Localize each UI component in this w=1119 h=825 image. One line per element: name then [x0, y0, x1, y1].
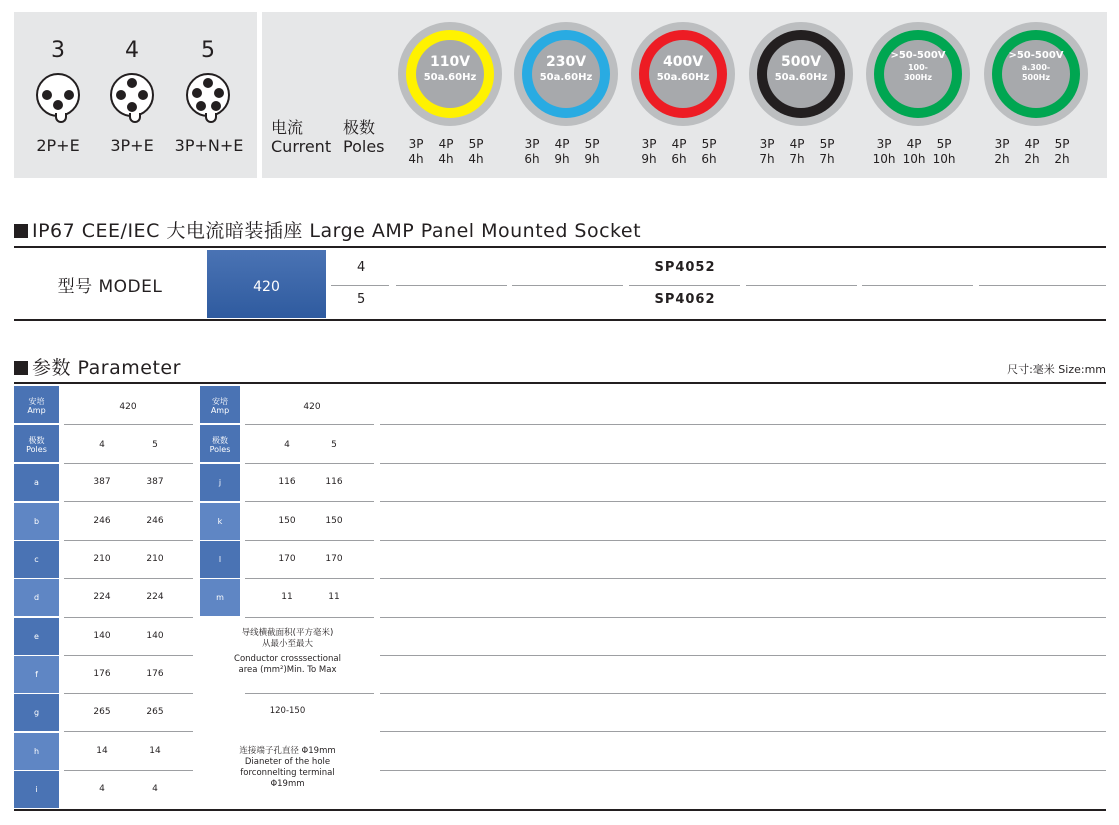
label-zh: 安培	[28, 397, 45, 406]
conductor-note-line: 导线横截面积(平方毫米)	[241, 628, 334, 638]
current-label	[271, 118, 331, 156]
pin-type-3: 2P+E	[36, 136, 80, 155]
row-divider	[64, 770, 193, 771]
voltage-frequency: a.300- 500Hz	[1021, 63, 1051, 82]
clock-position: 2h	[1024, 152, 1040, 166]
param-e-4p: 140	[93, 631, 111, 641]
param-b-4p: 246	[93, 516, 111, 526]
param-h-5p: 14	[149, 746, 161, 756]
param-c-5p: 210	[146, 554, 164, 564]
poles-hours-0-2	[461, 137, 491, 167]
model-divider	[629, 285, 740, 286]
row-divider	[380, 731, 1106, 732]
voltage-ring-2	[631, 22, 735, 126]
param-l-4p: 170	[278, 554, 296, 564]
row-divider	[64, 463, 193, 464]
clock-position: 2h	[1054, 152, 1070, 166]
poles-hours-5-0	[987, 137, 1017, 167]
param-g-5p: 265	[146, 707, 164, 717]
row-divider	[64, 655, 193, 656]
parameter-title	[14, 353, 181, 380]
model-divider	[862, 285, 973, 286]
product-title	[14, 216, 641, 243]
model-divider	[979, 285, 1106, 286]
poles-hours-0-0	[401, 137, 431, 167]
row-divider	[245, 617, 374, 618]
poles-hours-2-2	[694, 137, 724, 167]
model-poles-5: 5	[357, 292, 366, 307]
param-key-b: b	[14, 503, 59, 540]
param-key-e: e	[14, 618, 59, 655]
clock-position: 4h	[468, 152, 484, 166]
clock-position: 6h	[701, 152, 717, 166]
model-bottom-rule	[14, 319, 1106, 321]
pin-type-4: 3P+E	[110, 136, 154, 155]
param-key-j: j	[200, 464, 240, 501]
param-bottom-rule	[14, 809, 1106, 811]
clock-position: 2h	[994, 152, 1010, 166]
pole-count: 5P	[819, 137, 835, 151]
row-divider	[245, 693, 374, 694]
row-divider	[380, 540, 1106, 541]
clock-position: 6h	[671, 152, 687, 166]
param-key-d: d	[14, 579, 59, 616]
voltage-value: >50-500V	[1008, 50, 1064, 61]
pin-type-5: 3P+N+E	[174, 136, 244, 155]
pole-count: 4P	[1024, 137, 1040, 151]
poles-hours-1-2	[577, 137, 607, 167]
param-a-5p: 387	[146, 477, 164, 487]
param-square-icon	[14, 361, 28, 375]
poles-5-right: 5	[331, 440, 337, 450]
param-key-a: a	[14, 464, 59, 501]
title-rule	[14, 246, 1106, 248]
pole-count: 4P	[906, 137, 922, 151]
terminal-note-line: Dianeter of the hole	[244, 757, 331, 767]
poles-hours-3-0	[752, 137, 782, 167]
pole-count: 3P	[408, 137, 424, 151]
model-code-sp4062: SP4062	[654, 292, 716, 307]
param-a-4p: 387	[93, 477, 111, 487]
clock-position: 10h	[902, 152, 926, 166]
poles-4-right: 4	[284, 440, 290, 450]
clock-position: 9h	[554, 152, 570, 166]
title-square-icon	[14, 224, 28, 238]
poles-hours-1-1	[547, 137, 577, 167]
pole-count: 5P	[468, 137, 484, 151]
header-cell-poles_label-right	[200, 425, 240, 462]
param-key-m: m	[200, 579, 240, 616]
param-l-5p: 170	[325, 554, 343, 564]
param-key-f: f	[14, 656, 59, 693]
param-key-h: h	[14, 733, 59, 770]
param-top-rule	[14, 382, 1106, 384]
clock-position: 10h	[872, 152, 896, 166]
voltage-ring-3	[749, 22, 853, 126]
poles-hours-3-1	[782, 137, 812, 167]
pole-count: 5P	[936, 137, 952, 151]
pole-count: 3P	[524, 137, 540, 151]
voltage-value: >50-500V	[890, 50, 946, 61]
clock-position: 10h	[932, 152, 956, 166]
pin-number-3: 3	[51, 38, 65, 63]
row-divider	[64, 578, 193, 579]
param-key-i: i	[14, 771, 59, 808]
clock-position: 9h	[641, 152, 657, 166]
label-zh: 安培	[212, 397, 228, 406]
poles-4-left: 4	[99, 440, 105, 450]
clock-position: 4h	[408, 152, 424, 166]
param-m-5p: 11	[328, 592, 340, 602]
product-title-text: IP67 CEE/IEC 大电流暗装插座 Large AMP Panel Mounted Socket	[32, 220, 642, 242]
pole-count: 4P	[554, 137, 570, 151]
voltage-value: 500V	[780, 54, 822, 70]
model-divider	[512, 285, 623, 286]
param-f-4p: 176	[93, 669, 111, 679]
pole-count: 5P	[701, 137, 717, 151]
row-divider	[245, 424, 374, 425]
row-divider	[64, 693, 193, 694]
row-divider	[380, 424, 1106, 425]
row-divider	[380, 463, 1106, 464]
clock-position: 7h	[759, 152, 775, 166]
amp-value-left: 420	[119, 402, 137, 412]
param-k-4p: 150	[278, 516, 296, 526]
param-key-l: l	[200, 541, 240, 578]
conductor-value: 120-150	[269, 706, 306, 716]
row-divider	[64, 424, 193, 425]
poles-hours-1-0	[517, 137, 547, 167]
clock-position: 7h	[819, 152, 835, 166]
terminal-note	[200, 746, 375, 790]
label-zh: 极数	[28, 436, 45, 445]
voltage-ring-0	[398, 22, 502, 126]
voltage-value: 110V	[429, 54, 471, 70]
socket-4pin-icon	[110, 73, 154, 117]
clock-position: 6h	[524, 152, 540, 166]
header-cell-amp_label-right	[200, 386, 240, 423]
header-cell-amp_label	[14, 386, 59, 423]
param-j-5p: 116	[325, 477, 343, 487]
row-divider	[380, 693, 1106, 694]
param-d-4p: 224	[93, 592, 111, 602]
voltage-frequency: 50a.60Hz	[423, 72, 477, 83]
row-divider	[64, 731, 193, 732]
poles-hours-5-1	[1017, 137, 1047, 167]
model-poles-4: 4	[357, 260, 366, 275]
conductor-note-line: 从最小至最大	[261, 639, 313, 649]
poles-hours-2-0	[634, 137, 664, 167]
param-key-k: k	[200, 503, 240, 540]
param-d-5p: 224	[146, 592, 164, 602]
model-divider	[331, 285, 389, 286]
row-divider	[380, 617, 1106, 618]
pole-count: 3P	[876, 137, 892, 151]
current-label-zh: 电流	[271, 118, 304, 137]
model-label: 型号 MODEL	[57, 277, 163, 297]
row-divider	[245, 463, 374, 464]
model-divider	[396, 285, 507, 286]
param-g-4p: 265	[93, 707, 111, 717]
row-divider	[245, 540, 374, 541]
param-j-4p: 116	[278, 477, 296, 487]
poles-hours-4-2	[929, 137, 959, 167]
pole-count: 4P	[671, 137, 687, 151]
conductor-note	[200, 628, 375, 676]
label-en: Amp	[210, 406, 230, 415]
pin-number-4: 4	[125, 38, 139, 63]
row-divider	[245, 578, 374, 579]
row-divider	[64, 617, 193, 618]
row-divider	[64, 540, 193, 541]
model-amp-cell: 420	[207, 250, 326, 318]
voltage-frequency: 50a.60Hz	[774, 72, 828, 83]
pole-count: 5P	[584, 137, 600, 151]
poles-hours-4-0	[869, 137, 899, 167]
parameter-title-text: 参数 Parameter	[32, 357, 181, 379]
voltage-frequency: 50a.60Hz	[656, 72, 710, 83]
param-f-5p: 176	[146, 669, 164, 679]
current-label-en: Current	[271, 137, 332, 156]
label-en: Amp	[27, 406, 46, 415]
poles-label	[343, 118, 385, 156]
pole-count: 3P	[641, 137, 657, 151]
clock-position: 9h	[584, 152, 600, 166]
param-m-4p: 11	[281, 592, 293, 602]
poles-5-left: 5	[152, 440, 158, 450]
voltage-frequency: 50a.60Hz	[539, 72, 593, 83]
model-divider	[746, 285, 857, 286]
param-c-4p: 210	[93, 554, 111, 564]
voltage-ring-5	[984, 22, 1088, 126]
row-divider	[380, 770, 1106, 771]
voltage-ring-4	[866, 22, 970, 126]
poles-label-zh: 极数	[343, 118, 376, 137]
size-note: 尺寸:毫米 Size:mm	[1007, 363, 1106, 376]
poles-hours-5-2	[1047, 137, 1077, 167]
label-en: Poles	[209, 445, 231, 454]
pole-count: 4P	[438, 137, 454, 151]
param-key-g: g	[14, 694, 59, 731]
header-cell-poles_label	[14, 425, 59, 462]
voltage-value: 230V	[545, 54, 587, 70]
pin-number-5: 5	[201, 38, 215, 63]
terminal-note-line: 连接端子孔直径 Φ19mm	[239, 746, 336, 756]
amp-value-right: 420	[303, 402, 321, 412]
model-code-sp4052: SP4052	[654, 260, 716, 275]
voltage-ring-1	[514, 22, 618, 126]
param-h-4p: 14	[96, 746, 108, 756]
poles-hours-3-2	[812, 137, 842, 167]
poles-hours-0-1	[431, 137, 461, 167]
param-b-5p: 246	[146, 516, 164, 526]
row-divider	[380, 501, 1106, 502]
voltage-value: 400V	[662, 54, 704, 70]
label-zh: 极数	[212, 436, 228, 445]
pole-count: 3P	[994, 137, 1010, 151]
socket-3pin-icon	[36, 73, 80, 117]
pole-count: 3P	[759, 137, 775, 151]
row-divider	[380, 578, 1106, 579]
poles-hours-4-1	[899, 137, 929, 167]
param-key-c: c	[14, 541, 59, 578]
param-e-5p: 140	[146, 631, 164, 641]
param-i-5p: 4	[152, 784, 158, 794]
row-divider	[380, 655, 1106, 656]
conductor-note-line: Conductor crosssectional	[234, 654, 341, 664]
conductor-note-line: area (mm²)Min. To Max	[238, 665, 337, 675]
pole-count: 5P	[1054, 137, 1070, 151]
voltage-frequency: 100- 300Hz	[903, 63, 933, 82]
param-k-5p: 150	[325, 516, 343, 526]
terminal-note-line: forconnelting terminal	[240, 768, 335, 778]
terminal-note-line: Φ19mm	[270, 779, 305, 789]
pole-count: 4P	[789, 137, 805, 151]
clock-position: 7h	[789, 152, 805, 166]
poles-hours-2-1	[664, 137, 694, 167]
row-divider	[245, 501, 374, 502]
label-en: Poles	[26, 445, 47, 454]
clock-position: 4h	[438, 152, 454, 166]
poles-label-en: Poles	[343, 137, 385, 156]
row-divider	[64, 501, 193, 502]
param-i-4p: 4	[99, 784, 105, 794]
socket-5pin-icon	[186, 73, 230, 117]
